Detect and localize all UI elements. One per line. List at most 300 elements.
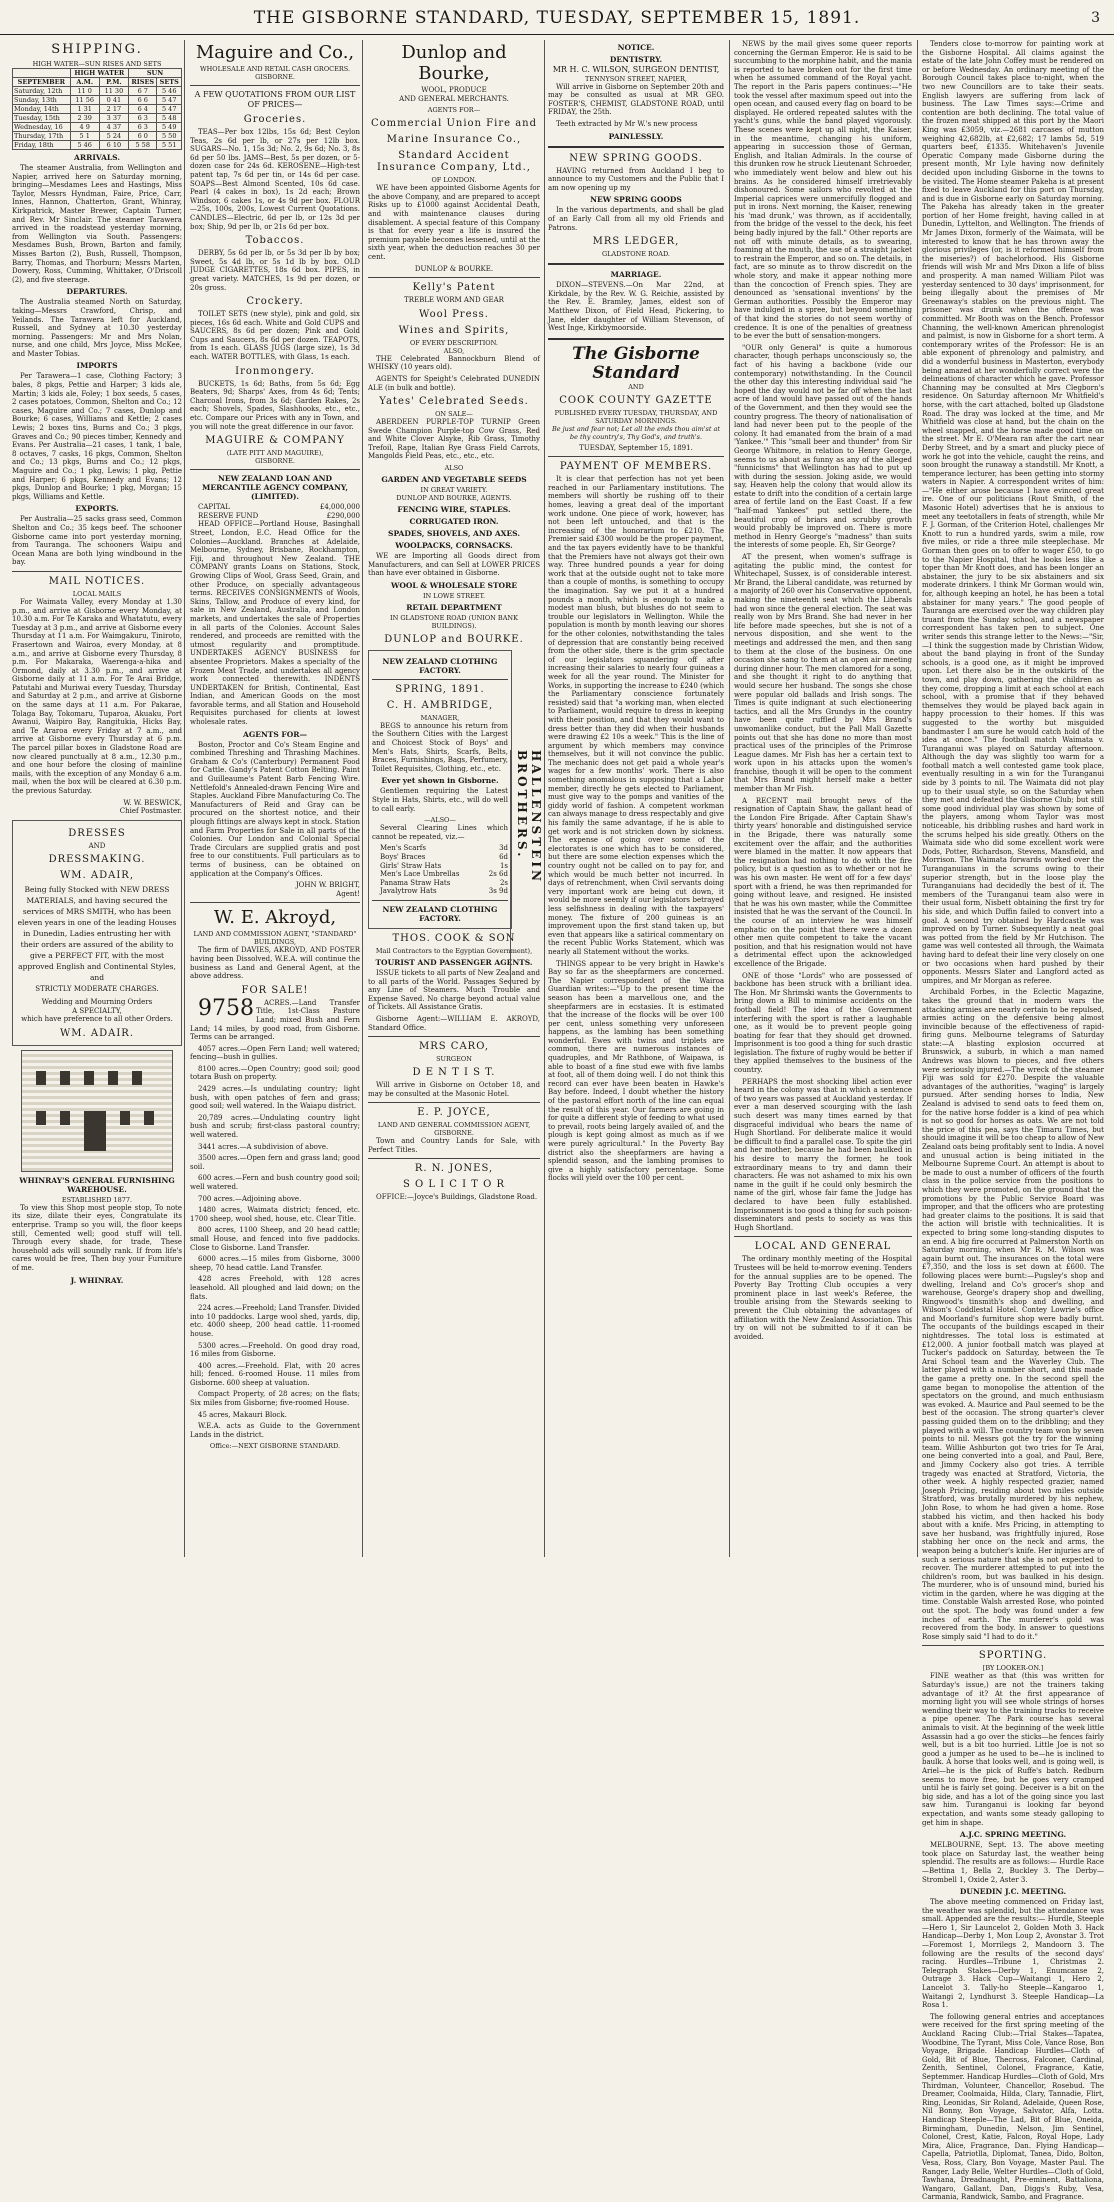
new-spring-goods: NEW SPRING GOODS bbox=[590, 195, 682, 205]
divider bbox=[12, 571, 182, 572]
price-list bbox=[372, 844, 508, 896]
window bbox=[132, 1071, 142, 1085]
seeds-list: ABERDEEN PURPLE-TOP TURNIP Green Swede Champion Purple-top Cow Grass, Red and White Clover Alsyke, Rib Grass, Timothy Trefoil, Rape, Italian Rye Grass Field Carrots, Mangolds Field Peas, etc., etc., etc. bbox=[368, 418, 540, 461]
ajc-heading: A.J.C. SPRING MEETING. bbox=[959, 1830, 1067, 1840]
window bbox=[144, 1111, 154, 1125]
reserve-label: RESERVE FUND bbox=[198, 511, 259, 520]
divider bbox=[548, 456, 724, 457]
exports-text: Per Australia—25 sacks grass seed, Common Shelton and Co.; 35 kegs beef. The schooner Gisborne came into port yesterday morning, from Tauranga. The schooners Waipu and Ocean Mana are both lying windbound in the bay. bbox=[12, 515, 182, 567]
hallenstein-vertical-banner bbox=[510, 750, 543, 990]
tide-row bbox=[13, 105, 182, 114]
gazette-motto: Be just and fear not; Let all the ends thou aim'st at be thy country's, Thy God's, and truth's. bbox=[551, 424, 721, 441]
hallenstein-vertical-text: HALLENSTEIN BROTHERS. bbox=[515, 750, 543, 884]
also-label: ALSO, bbox=[443, 346, 465, 355]
ledger-name: MRS LEDGER, bbox=[592, 236, 680, 248]
tide-group-header: HIGH WATER bbox=[70, 69, 128, 78]
also-label-3: —ALSO— bbox=[424, 816, 456, 825]
payment-heading: PAYMENT OF MEMBERS. bbox=[559, 461, 713, 473]
cook-text: ISSUE tickets to all parts of New Zealand and to all parts of the World. Passages Secured by any Line of Steamers. Much Trouble and Expense Saved. No charge beyond actual value of Tickets. All Assistance Gratis. bbox=[368, 968, 540, 1012]
sale-big-number: 9758 bbox=[198, 995, 254, 1021]
maguire-place: GISBORNE. bbox=[255, 457, 295, 466]
warehouse-illustration bbox=[21, 1050, 173, 1172]
capital-value: £4,000,000 bbox=[319, 503, 360, 512]
dunlop-sub: WOOL, PRODUCE bbox=[421, 86, 487, 94]
local-notes: Tenders close to-morrow for painting work at the Gisborne Hospital. All claims against the estate of the late John Coffey must be rendered on or before Wednesday. An ordinary meeting of the Borough Council takes place to-night, when the two new Councillors are to take their seats. English lawyers are suffering from lack of business. The Law Times says:—Crime and contention are both declining. The total value of the frozen meat shipped at this port by the Maori King was £3059, viz.—2681 carcases of mutton weighing 42,682lb, at £2,682; 17 lambs 5d, 519 quarters beef, £1335. Whitehaven's Juvenile Operatic Company made Gisborne during the present month, Mr Lyle having now definitely decided upon including Gisborne in the towns to be visited. The Home steamer Pakeha is at present fixed to leave Auckland for this port on Thursday, and is due in Gisborne early on Saturday morning. The Pakeha has already taken in the greater portion of her Home freight, having called in at Dunedin, Lyttelton, and Wellington. The friends of Mr James Dixon, formerly of the Waimata, will be interested to know that he has thrown away the glorious privileges (or, is it reformed himself from the miseries?) of bachelorhood. His Gisborne friends will wish Mr and Mrs Dixon a life of bliss and prosperity. A man named William Pilot was yesterday sentenced to 30 days' imprisonment, for being illegally about the premises of Mr Greenaway's stables on the previous night. The prisoner was drunk when the offence was committed. Mr Booth was on the Bench. Professor Channing, the well-known American phrenologist and palmist, is now in Gisborne for a short term. A contemporary writes of the Professor: He is an able exponent of phrenology and palmistry, and did a wonderful business in Masterton, everybody being amazed at her wonderfully correct were the delineations of character which he gave. Professor Channing may be consulted at Mrs Clegborn's residence. On Saturday afternoon Mr Whitfield's horse, with the cart attached, bolted up Gladstone Road. The dray was locked at the time, and Mr Whitfield was close at hand, but the chain on the wheel snapped, and the horse made good time on the street. Mr E. O'Meara ran after the cart near Derby Street, and by a smart and plucky piece of work he got into the vehicle, caught the reins, and soon brought the runaway a standstill. Mr Knott, a temperance lecturer, has been getting into stormy waters in Napier. A correspondent writes of him:—"He either arose because I have evinced great ire. One of our politicians (Rout Smith, of the Masonic Hotel) advertises that he is anxious to meet any teetotallers in feats of strength, while Mr F. J. Gorman, of the Criterion Hotel, challenges Mr Knott to run a hundred yards, swim a mile, row five miles, or ride a three mile steeplechase. Mr Gorman then goes on to offer to wager £50, to go to the Napier Hospital, that he looks less like a toper than Mr Knott does, and has been longer an abstainer, the jury to be six abstainers and six moderate drinkers. I think Mr Gorman would win, for, although keeping an hotel, he has been a total abstainer for many years." The good people of Tauranga are exercised over the way children play truant from the Sunday school, and a newspaper correspondent has taken pen to subject. One writer sends this strange letter to the News:—"Sir,—I think the suggestion made by Christian Widow, about the band playing in front of the Sunday schools, is a good one, as it might be improved upon. Let there also be in the outskirts of the town, and play down, gathering the children as they come, dropping a limit at each school at each school, with a promise that if they behaved themselves they would be played back again in happy procession to their homes. If this was suggested to the worthy but misguided bandmaster I am sure he would catch hold of the idea at once." The football match Waimata v. Turanganui was played on Saturday afternoon. Although the day was slightly too warm for a football match a well contested game took place, eventually resulting in a win for the Turanganui side by 3 points to nil. The Waimata did not play up to their usual style, so on the Saturday when they met and defeated the Gisborne Club; but still some good individual play was shown by some of the players, among whom Taylor was most noticeable, his dribbling rushes and hard work in the scrums helped his side greatly. Others on the Waimata side who did some excellent work were Dods, Potter, Richardson, Stevens, Mansfield, and Morrison. The Waimata forwards worked over the Turanganuians in the scrums owing to their superior strength, but in the loose play the Turanganuians had decidedly the best of it. The members of the Turanganui team also were in their usual form, Nisbett obtaining the first try for his side, and which Duffin failed to convert into a goal. A second try obtained by Hardcastle was improved on by Turner. Subsequently a neat goal was potted from the field by Mr Hutchison. The game was well contested all through, the Waimata having hard to defeat their line very closely on one or two occasions when hard pushed by their opponents. Messrs Slater and Langford acted as umpires, and Mr Morgan as referee. bbox=[922, 40, 1104, 985]
price-value: 2s 6d bbox=[488, 870, 508, 879]
tide-cell: 5 58 bbox=[129, 141, 157, 150]
divider bbox=[190, 902, 360, 903]
wines-spirits: Wines and Spirits, bbox=[398, 324, 510, 336]
nz-loan-text: HEAD OFFICE—Portland House, Basinghall Street, London, E.C. Head Office for the Colonies—Auckland. Branches at Adelaide, Melbourne, Sydney, Brisbane, Rockhampton, Fiji, and throughout New Zealand. THE COMPANY grants Loans on Stations, Stock, Growing Clips of Wool, Grass Seed, Grain, and other Produce, on specially advantageous terms. RECEIVES CONSIGNMENTS of Wools, Skins, Tallow, and Produce of every kind, for sale in New Zealand, Australia, and London markets, and undertakes the sale of Properties in all parts of the Colonies. Account Sales rendered, and proceeds are remitted with the utmost regularity and promptitude. UNDERTAKES AGENCY BUSINESS for absentee Proprietors. Makes a specialty of the Frozen Meat Trade, and undertakes all agency work connected therewith. INDENTS UNDERTAKEN for British, Continental, East Indian, and American Goods on the most favorable terms, and all Station and Household Requisites purchased for clients at lowest wholesale rates. bbox=[190, 520, 360, 727]
retail-department: RETAIL DEPARTMENT bbox=[406, 602, 502, 612]
sale-item: Compact Property, of 28 acres; on the flats; Six miles from Gisborne; five-roomed House. bbox=[190, 1390, 360, 1408]
page-number: 3 bbox=[1091, 10, 1100, 26]
departures-text: The Australia steamed North on Saturday, taking—Messrs Crawford, Chrisp, and Yeilands. The Tarawera left for Auckland, Russell, and Sydney at 10.30 yesterday morning. Passengers: Mr and Mrs Nolan, nurse, and one child, Mrs Joyce, Miss McKee, and Master Tobias. bbox=[12, 298, 182, 358]
sale-item: 8100 acres.—Open Country; good soil; good totara Bush on property. bbox=[190, 1064, 360, 1082]
sale-item: 3500 acres.—Open fern and grass land; good soil. bbox=[190, 1154, 360, 1171]
tide-cell: 5 46 bbox=[70, 141, 99, 150]
tide-cell: 5 24 bbox=[99, 132, 128, 141]
divider bbox=[368, 1036, 540, 1037]
sale-item: 224 acres.—Freehold; Land Transfer. Divided into 10 paddocks. Large wool shed, yards, dip, etc. 4000 sheep, 200 head cattle. 11-roomed house. bbox=[190, 1304, 360, 1338]
jones-title: R. N. JONES, bbox=[414, 1163, 494, 1175]
divider bbox=[190, 469, 360, 470]
wilson-name: MR H. C. WILSON, SURGEON DENTIST, bbox=[552, 65, 720, 74]
divider bbox=[922, 1645, 1104, 1646]
ambridge-name: C. H. AMBRIDGE, bbox=[386, 699, 494, 711]
ambridge-text: BEGS to announce his return from the Southern Cities with the Largest and Choicest Stock of Boys' and Men's Hats, Shirts, Scarfs, Belts, Braces, Furnishings, Bags, Perfumery, Toilet Requisites, Clothing, etc., etc. bbox=[372, 721, 508, 773]
akroyd-sub: LAND AND COMMISSION AGENT, "STANDARD" BUILDINGS, bbox=[193, 930, 357, 947]
imports-text: Per Tarawera—1 case, Clothing Factory; 3 bales, 8 pkgs, Pettie and Harper; 3 kids ale, Martin; 3 kids ale, Foley; 1 box seeds, 5 cases, 2 cases potatoes, Common, Shelton and Co.; 12 cases, Maguire and Co.; 7 cases, Dunlop and Bourke; 6 cases, Williams and Kettle; 2 cases Lewis; 2 boxes tins, Burns and Co.; 3 pkgs, Graves and Co.; 90 pieces timber, Kennedy and Evans. Per Australia—21 cases, 1 tank, 1 bale, 8 octaves, 7 casks, 16 pkgs, Common, Shelton and Co.; 13 pkgs, Burns and Co.; 12 pkgs, Maguire and Co.; 1 pkg, Lewis; 1 pkg, Pettie and Harper; 6 pkgs, Kennedy and Evans; 12 pkgs, Dunlop and Bourke; 1 pkg, Morgan; 15 pkgs, Williams and Kettle. bbox=[12, 372, 182, 501]
price-item: Boys' Braces bbox=[380, 852, 426, 861]
tide-cell: Tuesday, 15th bbox=[13, 114, 71, 123]
mail-signature-role: Chief Postmaster. bbox=[119, 807, 182, 816]
exports-heading: EXPORTS. bbox=[75, 504, 119, 514]
nz-loan-heading: NEW ZEALAND LOAN AND MERCANTILE AGENCY COMPANY, (LIMITED). bbox=[202, 474, 348, 502]
column-rule bbox=[917, 40, 918, 1557]
ledger-place: GLADSTONE ROAD. bbox=[602, 250, 670, 259]
ledger-text-2: In the various departments, and shall be glad of an Early Call from all my old Friends and Patrons. bbox=[548, 206, 724, 232]
joyce-title: E. P. JOYCE, bbox=[417, 1107, 491, 1119]
tide-cell: Saturday, 12th bbox=[13, 87, 71, 96]
price-row bbox=[372, 862, 508, 871]
sale-item: 20,789 acres.—Undulating country light bush and scrub; first-class pastoral country; well watered. bbox=[190, 1113, 360, 1140]
joyce-sub: LAND AND GENERAL COMMISSION AGENT, bbox=[377, 1121, 531, 1130]
sale-text: ACRES.—Land Transfer Title, 1st-Class Pasture Land; mixed Bush and Fern Land; 14 miles, by good road, from Gisborne. Terms can be arranged. bbox=[190, 998, 360, 1042]
mail-subheading: LOCAL MAILS bbox=[72, 589, 122, 598]
tide-cell: 4 9 bbox=[70, 123, 99, 132]
gazette-published: PUBLISHED EVERY TUESDAY, THURSDAY, AND SATURDAY MORNINGS. bbox=[554, 408, 718, 425]
maguire-title: Maguire and Co., bbox=[195, 42, 355, 63]
joyce-place: GISBORNE. bbox=[434, 1129, 474, 1138]
cook-sub: Mail Contractors to the Egyptian Government), bbox=[375, 946, 533, 955]
column-4 bbox=[548, 40, 724, 1557]
wool-press: Wool Press. bbox=[419, 308, 489, 320]
tide-cell: 5 46 bbox=[157, 87, 182, 96]
column-6 bbox=[922, 40, 1105, 2202]
adair-preference: which have preference to all other Orders. bbox=[21, 1015, 173, 1024]
wilson-text: Will arrive in Gisborne on September 20th and may be consulted as usual at MR GEO. FOSTER'S, CHEMIST, GLADSTONE ROAD, until FRIDAY, the 25th. bbox=[548, 82, 724, 117]
libel-text: PERHAPS the most shocking libel action ever heard in the colony was that in which a sentence of two years was passed at Auckland yesterday. If ever a man deserved scourging with the lash such desert was many times earned by that disgraceful individual who bears the name of Hugh Shortland. For deliberate malice it would be difficult to find a parallel case. To spite the girl and her mother, because he had been baulked in his desire to marry the former, he took extraordinary means to try and damn their characters. He was not ashamed to mix his own name in the guilt if he could only besmirch the name of the girl, whose fair fame the Judge has declared to have been fully established. Imprisonment is too good a thing for such poison-disseminators and pests to society as was this Hugh Shortland. bbox=[734, 1077, 912, 1232]
sale-item: 45 acres, Makauri Block. bbox=[198, 1410, 287, 1419]
tide-cell: 2 39 bbox=[70, 114, 99, 123]
marine-insurance: Marine Insurance Co., bbox=[386, 134, 522, 146]
crockery-heading: Crockery. bbox=[246, 296, 304, 308]
tide-header: A.M. bbox=[70, 78, 99, 87]
price-item: Javalytrow Hats bbox=[380, 887, 437, 896]
painlessly: PAINLESSLY. bbox=[608, 131, 664, 141]
lowe-street: IN LOWE STREET. bbox=[422, 591, 486, 600]
maguire-sub-place: GISBORNE. bbox=[255, 73, 295, 81]
notice-heading: NOTICE. bbox=[617, 43, 655, 52]
tide-cell: 11 30 bbox=[99, 87, 128, 96]
tide-cell: 6 0 bbox=[129, 132, 157, 141]
wool-store: WOOL & WHOLESALE STORE bbox=[390, 580, 518, 590]
spring-1891: SPRING, 1891. bbox=[395, 683, 485, 695]
garden-seeds: GARDEN AND VEGETABLE SEEDS bbox=[381, 475, 527, 485]
divider bbox=[372, 679, 508, 680]
ambridge-manager: MANAGER, bbox=[420, 713, 460, 722]
spring-goods-heading: NEW SPRING GOODS. bbox=[569, 152, 703, 164]
door bbox=[84, 1111, 106, 1151]
mail-text: For Waimata Valley, every Monday at 1.30 p.m., and arrive at Gisborne every Monday, at 10.30 a.m. For Te Karaka and Whatatutu, every Tuesday at 3 p.m., and arrive at Gisborne every Thursday at 11 a.m. For Waimgakuru, Tiniroto, Frasertown and Wairoa, every Monday, at 8 a.m., and arrive at Gisborne every Thursday, 8 p.m. For Makaraka, Waerenga-a-hika and Ormond, daily at 3.30 p.m., and arrive at Gisborne daily at 11 a.m. For Te Arai Bridge, Patutahi and Muriwai every Tuesday, Thursday and Saturday at 2 p.m., and arrive at Gisborne on the same days at 11 a.m. For Pakarae, Tolaga Bay, Tokomaru, Tuparoa, Akuaku, Port Awanui, Waipiro Bay, Rangitukia, Hicks Bay, and Te Araroa every Friday at 7 a.m., and arrive at Gisborne every Thursday at 6 p.m. The parcel pillar boxes in Gladstone Road are now cleared punctually at 8 a.m., 12.30 p.m., and one hour before the closing of mainline mails, with the exception of any Monday 6 a.m. mail, when the box will be cleared at 6.30 p.m. the previous Saturday. bbox=[12, 597, 182, 795]
crockery-text: TOILET SETS (new style), pink and gold, six pieces, 16s 6d each. White and Gold CUPS and SAUCERS, 8s 6d per dozen; Pink and Gold Cups and Saucers, 8s 6d per dozen. TEAPOTS, from 1s each. GLASS JUGS (large size), 1s 3d each. WATER BOTTLES, with Glass, 1s each. bbox=[190, 310, 360, 362]
maguire-sub: WHOLESALE AND RETAIL CASH GROCERS. bbox=[199, 65, 351, 73]
tide-cell: Sunday, 13th bbox=[13, 96, 71, 105]
tide-header: RISES bbox=[129, 78, 157, 87]
dunlop-agents-2: DUNLOP AND BOURKE, AGENTS. bbox=[396, 494, 512, 503]
corrugated-iron: CORRUGATED IRON. bbox=[409, 517, 499, 527]
tide-cell: Monday, 14th bbox=[13, 105, 71, 114]
general-text: "OUR only General" is quite a humorous character, though perhaps unconsciously so, the fact of his having a backbone (vide our contemporary) notwithstanding. In the Council the other day this interesting individual said "he hoped the day would not be far off when the last acre of land would have passed out of the hands of the Government, and then they would see the country progress. The theory of nationalisation of land had never been put to the people of the colony. It had emanated from the brain of a mad 'Yankee.'" This "small beer and thunder" from Sir George Whitmore, in relation to Henry George, seems to us about as funny as any of the alleged "funnicisms" that Wellington has had to put up with during the session. Joking aside, we would say, Heaven help the colony that would allow its estate to drift into the condition of a certain large area of fertile land on the East Coast. If a few "half-mad Yankees" put settled there, the beautiful crop of briars and scrubby growth would probably be improved on. There is more method in Henry George's "madness" than suits the interests of some people. Eh, Sir George? bbox=[734, 343, 912, 550]
akroyd-office: Office:—NEXT GISBORNE STANDARD. bbox=[209, 1442, 341, 1451]
woolpacks: WOOLPACKS, CORNSACKS. bbox=[395, 541, 513, 551]
adair-signature: WM. ADAIR. bbox=[60, 1027, 134, 1039]
clearing-text: Several Clearing Lines which cannot be repeated, viz.— bbox=[372, 824, 508, 841]
sale-item: 2429 acres.—Is undulating country; light bush, with open patches of fern and grass; good soil; well watered. In the Waiapu district. bbox=[190, 1085, 360, 1111]
whinray-signature: J. WHINRAY. bbox=[70, 1275, 124, 1285]
dunlop-sub-2: AND GENERAL MERCHANTS. bbox=[399, 94, 509, 103]
tide-row bbox=[13, 132, 182, 141]
adair-wedding: Wedding and Mourning Orders bbox=[41, 997, 153, 1006]
price-row bbox=[372, 870, 508, 879]
nz-clothing-factory-2: NEW ZEALAND CLOTHING FACTORY. bbox=[382, 904, 498, 923]
adair-text: Being fully Stocked with NEW DRESS MATERIALS, and having secured the services of MRS SMITH, who has been eleven years in one of the leading Houses in Dunedin, Ladies entrusting her with their orders are assured of the ability to give a PERFECT FIT, with the most approved English and Continental Styles, and bbox=[17, 885, 177, 983]
for-sale-heading: FOR SALE! bbox=[241, 984, 309, 996]
arrivals-heading: ARRIVALS. bbox=[74, 153, 120, 162]
gazette-subtitle: COOK COUNTY GAZETTE bbox=[559, 394, 713, 406]
treble-worm: TREBLE WORM AND GEAR bbox=[404, 296, 504, 305]
divider bbox=[548, 338, 724, 340]
sale-item: 4057 acres.—Open Fern Land; well watered; fencing—bush in gullies. bbox=[190, 1044, 360, 1062]
cook-agent: Gisborne Agent:—WILLIAM E. AKROYD, Standard Office. bbox=[368, 1014, 540, 1032]
divider bbox=[368, 277, 540, 278]
whinray-text: To view this Shop most people stop, To note its size, dilate their eyes, Congratulate its enterprise. Tramp so you will, the floor keeps still, Cemented well; good stuff will tell. Through every shade, for trade, These household ads will soundly rank. If from life's cares would be free, Then buy your Furniture of me. bbox=[12, 1203, 182, 1272]
tide-cell: 6 4 bbox=[129, 105, 157, 114]
column-5 bbox=[734, 40, 912, 1557]
divider bbox=[190, 85, 360, 86]
imports-heading: IMPORTS bbox=[76, 361, 118, 371]
nz-signature: JOHN W. BRIGHT, bbox=[295, 881, 360, 890]
yates-seeds: Yates' Celebrated Seeds. bbox=[379, 396, 529, 408]
ironmongery-text: BUCKETS, 1s 6d; Baths, from 5s 6d; Egg Beaters, 9d; Sharps' Axes, from 4s 6d; Tents; Charcoal Irons, from 3s 6d; Garden Rakes, 2s each; Shovels, Spades, Slashhooks, etc., etc., etc. Compare our Prices with any in Town, and you will note the great difference in our favor. bbox=[190, 379, 360, 431]
tide-header-blank bbox=[13, 69, 71, 78]
price-item: Panama Straw Hats bbox=[380, 878, 451, 887]
kellys-patent: Kelly's Patent bbox=[412, 282, 496, 294]
gazette-date: TUESDAY, September 15, 1891. bbox=[579, 443, 693, 452]
sporting-heading: SPORTING. bbox=[978, 1650, 1048, 1662]
on-sale: ON SALE— bbox=[435, 410, 473, 419]
column-rule bbox=[362, 40, 363, 1557]
tide-cell: 5 50 bbox=[157, 132, 182, 141]
capital-row bbox=[190, 503, 360, 512]
price-value: 3s 9d bbox=[488, 887, 508, 896]
tide-cell: 6 10 bbox=[99, 141, 128, 150]
teeth-text: Teeth extracted by Mr W.'s new process bbox=[556, 119, 698, 128]
local-text: The ordinary monthly meeting of the Hospital Trustees will be held to-morrow evening. Tenders for the annual supplies are to be opened. The Poverty Bay Trotting Club occupies a very prominent place in last week's Referee, the trouble arising from the Stewards seeking to prevent the Club obtaining the advantages of affiliation with the New Zealand Association. This try on will not be submitted to if it can be avoided. bbox=[734, 1255, 912, 1341]
wilson-address: TENNYSON STREET, NAPIER, bbox=[585, 74, 687, 83]
window bbox=[84, 1071, 94, 1085]
tide-cell: 5 47 bbox=[157, 96, 182, 105]
divider bbox=[368, 1102, 540, 1103]
sale-item: 428 acres Freehold, with 128 acres leasehold. All ploughed and laid down; on the flats. bbox=[190, 1275, 360, 1301]
caro-dentist: D E N T I S T. bbox=[412, 1067, 496, 1079]
whinray-established: ESTABLISHED 1877. bbox=[61, 1195, 133, 1204]
tide-cell: 3 37 bbox=[99, 114, 128, 123]
groceries-heading: Groceries. bbox=[243, 114, 307, 125]
tide-cell: 5 49 bbox=[157, 123, 182, 132]
tide-cell: 5 47 bbox=[157, 105, 182, 114]
tide-cell: 0 41 bbox=[99, 96, 128, 105]
price-row bbox=[372, 853, 508, 862]
tide-row bbox=[13, 114, 182, 123]
cook-title: THOS. COOK & SON bbox=[392, 932, 516, 944]
tide-cell: 6 3 bbox=[129, 114, 157, 123]
standard-accident: Standard Accident Insurance Company, Ltd., bbox=[377, 150, 531, 174]
gladstone-road: IN GLADSTONE ROAD (UNION BANK BUILDINGS). bbox=[390, 613, 518, 630]
dunlop-title: Dunlop and Bourke, bbox=[401, 42, 507, 84]
every-description: OF EVERY DESCRIPTION. bbox=[410, 338, 498, 347]
price-value: 6d bbox=[499, 852, 508, 861]
marriage-text: DIXON—STEVENS.—On Mar 22nd, at Kirkdale, by the Rev. W. G. Reichie, assisted by the Rev. E. Bramley, James, eldest son of Matthew Dixon, of Field Head, Pickering, to Jane, elder daughter of William Stevenson, of West Inge, Kirkbymoorside. bbox=[548, 281, 724, 333]
column-2 bbox=[190, 40, 360, 1557]
jones-office: OFFICE:—Joyce's Buildings, Gladstone Road. bbox=[376, 1193, 538, 1202]
ironmongery-heading: Ironmongery. bbox=[235, 365, 315, 377]
maguire-signature: MAGUIRE & COMPANY bbox=[205, 435, 345, 447]
tide-heading: HIGH WATER—SUN RISES AND SETS bbox=[32, 60, 162, 68]
tide-header: P.M. bbox=[99, 78, 128, 87]
sale-item: 800 acres, 1100 Sheep, and 20 head cattle; small House, and fenced into five paddocks. Close to Gisborne. Land Transfer. bbox=[190, 1226, 360, 1252]
djc-text: The above meeting commenced on Friday last, the weather was splendid, but the attendance was small. Appended are the results:— Hurdle, Steeple—Hero 1, Sir Launcelot 2, Golden Moth 3. Hack Handicap—Derby 1, Mon Loup 2, Avonstar 3. Trot—Foremost 1, Morrilegs 2, Mandoorn 3. The following are the results of the second days' racing. Hurdles—Tribune 1, Christmas 2. Telegraph Stakes—Derby 1, Enumcanse 2, Outrage 3. Hack Cup—Waitangi 1, Hero 2, Lancelot 3. Tally-ho Steeple—Kangaroo 1, Waitangi 2, Lyndhurst 3. Steeple Handicap—La Rosa 1. bbox=[922, 1898, 1104, 2010]
divider bbox=[548, 146, 724, 148]
sale-item: 1480 acres, Waimata district; fenced, etc. 1700 sheep, wool shed, house, etc. Clear Title. bbox=[190, 1206, 360, 1223]
dunlop-signature-2: DUNLOP and BOURKE. bbox=[384, 633, 524, 645]
reserve-row bbox=[190, 512, 360, 521]
ale-text: AGENTS for Speight's Celebrated DUNEDIN ALE (in bulk and bottle). bbox=[368, 374, 540, 392]
marriage-heading: MARRIAGE. bbox=[610, 270, 662, 280]
tide-header: SETS bbox=[157, 78, 182, 87]
tide-cell: 5 51 bbox=[157, 141, 182, 150]
column-rule bbox=[729, 40, 730, 1557]
dentistry-heading: DENTISTRY. bbox=[609, 55, 663, 64]
tide-cell: 5 1 bbox=[70, 132, 99, 141]
great-variety: IN GREAT VARIETY. bbox=[420, 486, 488, 495]
hallenstein-ad bbox=[368, 650, 512, 929]
kaiser-text: NEWS by the mail gives some queer reports concerning the German Emperor. He is said to be succumbing to the morphine habit, and the mania is reported to have broken out for the first time when he assumed command of the Royal yacht. The report in the Paris papers continues:—"He took the vessel after maximum speed out into the open ocean, and caused every flag on board to be displayed. He ordered repeated salutes with the yacht's guns, while the band played vigorously. These scenes were kept up all night, the Kaiser, in the meantime, changing his uniform, appearing in succession those of German, English, and Italian Admirals. In the course of this drunken row he struck Lieutenant Schroeder, who immediately went below and blew out his brains. As he considered himself irretrievably dishonoured. Some sailors who revolted at the Imperial caprices were unmercifully flogged and put in irons. Next morning, the Kaiser, renewing his 'mad drunk,' was thrown, as if accidentally, from the bridge of the vessel to the deck, his feet being badly injured by the fall." Other reports are not off with minute details, as to swearing, foaming at the mouth, the use of a straight jacket to restrain the Emperor, and so on. The details, in fact, are so minute as to throw discredit on the whole story, and make it appear nothing more than the concoction of French spies. They are denounced as 'sensational inventions' by the German authorities. Possibly the Emperor may have indulged in a spree, but beyond something of that kind the stories do not seem worthy of credence. It is one of the penalties of greatness to be ever the butt of sensation-mongers. bbox=[734, 40, 912, 341]
things-text: THINGS appear to be very bright in Hawke's Bay so far as the sheepfarmers are concerned. The Napier correspondent of the Wairoa Guardian writes:—"Up to the present time the season has been a marvellous one, and the sheepfarmers are in ecstasies. It is estimated that the increase of the flocks will be over 100 per cent, unless something very unforeseen happens, as the lambing has been something wonderful. Ewes with twins and triplets are common, there are numerous instances of quadruples, and Mr Rathbone, of Waipawa, is able to boast of a fine stud ewe with five lambs at foot, all of them doing well. I do not think this record can ever have been beaten in Hawke's Bay before. Indeed, I doubt whether the history of the pastoral effort north of the line can equal the result of this year. Our farmers are going in for quite a different style of feeding to what used to prevail, roots being largely availed of, and the plough is kept going almost as much as if we were purely agricultural." In the Poverty Bay district also the sheepfarmers are having a splendid season, and the lambing promises to give a highly satisfactory percentage. Some flocks will yield over the 100 per cent. bbox=[548, 959, 724, 1183]
price-value: 3d bbox=[499, 844, 508, 853]
football-bill-text: ONE of those "Lords" who are possessed of backbone has been struck with a brilliant idea. The Hon. Mr Shrimski wants the Governments to bring down a Bill to minimise accidents on the football field! The idea of the Government interfering with the sport is rather a laughable one, as it would be to prevent people going boating for fear that they should get drowned. Imprisonment is too good a thing for such drastic legislation. The fixture of rugby would be better if they applied themselves to the business of the country. bbox=[734, 971, 912, 1075]
tide-row bbox=[13, 123, 182, 132]
shaw-text: A RECENT mail brought news of the resignation of Captain Shaw, the gallant head of the London Fire Brigade. After Captain Shaw's thirty years' honorable and distinguished service in the Brigade, there was naturally some excitement over the affair, and the authorities were blamed in the matter. It now appears that the resignation had nothing to do with the fire policy, but is a question as to whether or not he was his own master. He went off for a few days' sport with a friend, he was then reprimanded for going without leave, and resigned. He insisted that he was his own master, while the Committee insisted that he was the servant of the Council. In the course of an interview he was himself emphatic on the point that there were a dozen other men quite competent to take the vacant position, and that his resignation would not have a detrimental effect upon the acknowledged excellence of the Brigade. bbox=[734, 796, 912, 968]
joyce-text: Town and Country Lands for Sale, with Perfect Titles. bbox=[368, 1137, 540, 1154]
reserve-value: £290,000 bbox=[326, 511, 360, 520]
tide-cell: 2 17 bbox=[99, 105, 128, 114]
arrivals-text: The steamer Australia, from Wellington and Napier, arrived here on Saturday morning, bringing—Mesdames Lees and Hastings, Miss Taylor, Messrs Hyndman, Faire, Price, Carr, Innes, Hannon, Chatterton, Grant, Whinray, Kirkpatrick, Master Brewer, Captain Turner, and Rev. Mr Sinclair. The steamer Tarawera arrived in the roadstead yesterday morning, from Wellington via South. Passengers: Mesdames Bush, Brown, Barton and family, Misses Barton (2), Bush, Russell, Thompson, Barry, Thomas, and Thorburn; Messrs Marten, Dowery, Ross, Cumming, Whittaker, O'Driscoll (2), and five steerage. bbox=[12, 164, 182, 284]
dressmaking-heading: DRESSMAKING. bbox=[48, 854, 146, 866]
dunlop-signature: DUNLOP & BOURKE. bbox=[414, 264, 494, 273]
column-rule bbox=[184, 40, 185, 1557]
window bbox=[36, 1111, 46, 1125]
divider bbox=[368, 1158, 540, 1159]
tide-row bbox=[13, 96, 182, 105]
adair-name: WM. ADAIR, bbox=[60, 870, 134, 882]
ajc-text: MELBOURNE, Sept. 13. The above meeting took place on Saturday last, the weather being splendid. The results are as follows:— Hurdle Race—Bettina 1, Bella 2, Buckley 3. The Derby—Strombell 1, Oxide 2, Aster 3. bbox=[922, 1841, 1104, 1884]
agents-text: Boston, Proctor and Co's Steam Engine and combined Threshing and Thrashing Machines. Graham & Co's (Canterbury) Permanent Food for Cattle. Gandy's Patent Cotton Belting. Paint and Guilleaume's Patent Barb Fencing Wire. Nettlefold's Annealed-drawn Fencing Wire and Staples. Auckland Fibre Manufacturing Co. The Manufacturers of Reid and Gray can be procured on the shortest notice, and their plough fittings are always kept in stock. Station and Farm Properties for Sale in all parts of the Colonies. Our London and Colonial Special Trade Circulars are supplied gratis and post free to our constituents. Full particulars as to terms of business, can be obtained on application at the Company's Offices. bbox=[190, 740, 360, 878]
price-item: Men's Scarfs bbox=[380, 844, 426, 853]
mail-signature: W. W. BESWICK, bbox=[123, 798, 182, 807]
djc-heading: DUNEDIN J.C. MEETING. bbox=[959, 1887, 1067, 1897]
nz-clothing-factory: NEW ZEALAND CLOTHING FACTORY. bbox=[382, 656, 498, 675]
gentlemen-text: Gentlemen requiring the Latest Style in Hats, Shirts, etc., will do well to call early. bbox=[372, 787, 508, 813]
suffrage-text: AT the present, when women's suffrage is agitating the public mind, the contest for Whitechapel, Sussex, is of considerable interest. Mr Brand, the Liberal candidate, was returned by a majority of 260 over his Conservative opponent, making the nineteenth seat which the Liberals had won since the general election. The seat was really won by Mrs Brand. She had never in her life before made speeches, but she is not of a nervous disposition, and she went to the meetings and addressed the men, and then sang to them at the close of the business. On one occasion she sang to them at an open air meeting during dinner hour. The men clamored for a song, and she thought it right to do anything that would secure her husband. The songs she chose were popular old ballads and Irish songs. The Times is quite indignant at such electioneering tactics, and all the Mrs Grundys in the country have been quite ruffled by Mrs Brand's unwomanlike conduct, but the Pall Mall Gazette points out that she has done no more than most practical uses of the principles of the Primrose League dames. Mr Fish has her a certain text to work upon in his attacks upon the women's franchise, though it will be open to the comment that Mrs Brand might herself make a better member than Mr Fish. bbox=[734, 553, 912, 794]
also-label-2: ALSO bbox=[444, 464, 464, 473]
dress-heading: DRESSES bbox=[68, 827, 126, 839]
tide-header: SEPTEMBER bbox=[13, 78, 71, 87]
akroyd-footer: W.E.A. acts as Guide to the Government Lands in the district. bbox=[190, 1422, 360, 1439]
tide-cell: Wednesday, 16 bbox=[13, 123, 71, 132]
caro-title: MRS CARO, bbox=[419, 1041, 489, 1053]
price-row bbox=[372, 887, 508, 896]
adair-specialty: A SPECIALTY, bbox=[72, 1006, 122, 1015]
column-1 bbox=[12, 40, 182, 1557]
whinray-heading: WHINRAY'S GENERAL FURNISHING WAREHOUSE. bbox=[19, 1175, 175, 1194]
jones-solicitor: S O L I C I T O R bbox=[402, 1179, 506, 1191]
tide-cell: 11 0 bbox=[70, 87, 99, 96]
insurance-text: WE have been appointed Gisborne Agents for the above Company, and are prepared to accept Risks up to £1000 against Accidental Death, and with maintenance clauses during disablement. A special feature of this Company is that for every year a life is insured the premium payable becomes lessened, until at the sixth year, when the deduction reaches 30 per cent. bbox=[368, 184, 540, 261]
window bbox=[36, 1071, 46, 1085]
tide-cell: Friday, 18th bbox=[13, 141, 71, 150]
agents-heading: AGENTS FOR— bbox=[243, 729, 307, 739]
price-row bbox=[372, 879, 508, 888]
ledger-text: HAVING returned from Auckland I beg to announce to my Customers and the Public that I am now opening up my bbox=[548, 166, 724, 192]
adair-strict: STRICTLY MODERATE CHARGES. bbox=[35, 985, 159, 994]
tobaccos-heading: Tobaccos. bbox=[245, 235, 305, 247]
tide-cell: 11 56 bbox=[70, 96, 99, 105]
window bbox=[60, 1071, 70, 1085]
tide-table bbox=[12, 68, 182, 150]
tide-group-header: SUN bbox=[129, 69, 182, 78]
whisky-text: THE Celebrated Bannockburn Blend of WHISKY (10 years old). bbox=[368, 354, 540, 372]
tide-row bbox=[13, 141, 182, 150]
divider bbox=[372, 900, 508, 901]
spades-shovels: SPADES, SHOVELS, AND AXES. bbox=[388, 529, 520, 539]
tide-cell: 6 6 bbox=[129, 96, 157, 105]
window bbox=[108, 1071, 118, 1085]
sporting-text: FINE weather as that (this was written for Saturday's issue,) are not the trainers taking advantage of it? At the first appearance of morning light you will see whole strings of horses wending their way to the training tracks to receive a pipe opener. The Park course has several animals to visit. At the beginning of the week little Assassin had a go over the sticks—he fences fairly well, but is a bit too hurried. Little Joe is not so good a jumper as he used to be—he is inclined to baulk. A horse that looks well, and is going well, is Ariel—he is the pick of Ruffe's batch. Redburn seems to move free, but he goes very cramped until he is fairly set going. Deceiver is a bit on the big side, and has a lot of the going since you last saw him. Turanganui is looking far beyond expectation, and wants some steady galloping to get him in shape. bbox=[922, 1672, 1104, 1827]
sale-item: 5300 acres.—Freehold. On good dray road, 16 miles from Gisborne. bbox=[190, 1341, 360, 1359]
price-value: 2s bbox=[499, 878, 508, 887]
caro-text: Will arrive in Gisborne on October 18, and may be consulted at the Masonic Hotel. bbox=[368, 1081, 540, 1098]
tide-cell: 1 31 bbox=[70, 105, 99, 114]
tide-cell: 4 37 bbox=[99, 123, 128, 132]
telegrams-text: Archibald Forbes, in the Eclectic Magazine, takes the ground that in modern wars the attacking armies are nearly certain to be repulsed, armies acting on the defensive being almost invincible because of the effectiveness of rapid-firing guns. Melbourne telegrams of Saturday state:—A blasting explosion occurred at Brunswick, a suburb, in which a man named Andrews was blown to pieces, and five others were seriously injured.—The wreck of the steamer Fiji was sold for £270. Despite the valuable advantages of the authorities, "waging" is largely pursued. After sending horses to India, New Zealand is advised to send oats to feed them on, for the native horse fodder is a kind of pea which is not so good for horses as oats. We are not told the price of this pea, says the Timaru Times, but should imagine it will be too cheap to allow of New Zealand oats being profitably sent to India. A novel and unusual action is being initiated in the Melbourne Supreme Court. An attempt is about to be made to oust a number of officers of the fourth class in the police service from the positions to which they were promoted, on the ground that the promotions by the Public Service Board was improper, and that the officers who are protesting had greater claims to the positions. It is said that the action will bristle with technicalities. It is expected to bring some long-standing disputes to an end. A big fire occurred at Palmerston North on Saturday morning, when Mr R. M. Wilson was again burnt out. The insurances on the total were £7,350, and the loss is set down at £600. The following places were burnt:—Pugsley's shop and dwelling, Ireland and Co's grocer's shop and warehouse, George's drapery shop and dwelling, Ringwood's tinsmith's shop and dwelling, and Wilson's Coddlestal Hotel. Contey Lowrie's office and Moorland's furniture shop were badly burnt. The occupants of the buildings escaped in their nightdresses. The total loss is estimated at £12,000. A junior football match was played at Tucker's paddock on Saturday, between the Te Arai School team and the Waverley Club. The latter played with a number short, and this made the game a pretty one. In the second spell the game began to monopolise the attention of the spectators on the ground, and much enthusiasm was evoked. A. Maurice and Paul seemed to be the best of the occasion. The strong quarter's clever passing guided them on to the dribbling; and they played with a will. The country team won by seven points to nil. Messrs got the try for the winning team. Willie Ashburton got two tries for Te Arai, one being converted into a goal, and Paul, Bere, and Jimmy Cockery also got tries. A terrible tragedy was enacted at Stratford, Victoria, the other week. A highly respected grazier, named Joseph Pricing, residing about two miles outside Stratford, was brutally murdered by his nephew, John Rose, to whom he had given a home. Rose stabbed his victim, and then hacked his body about with a knife. Mrs Pricing, in attempting to save her husband, was frightfully injured, Rose stabbing her once on the neck and arms, the weapon being a butcher's knife. Her injuries are of such a serious nature that she is not expected to recover. The murderer attempted to put into the children's room, but was baulked in his design. The murderer, who is of unsound mind, buried his victim in the garden, where he was digging at the time. Constable Walsh arrested Rose, who pointed out the spot. The body was found under a few inches of earth. The murderer's gold was recovered from the body. In answer to questions Rose simply said "I had to do it." bbox=[922, 988, 1105, 1641]
of-london: OF LONDON. bbox=[431, 176, 477, 185]
price-item: Girls' Straw Hats bbox=[380, 861, 442, 870]
column-rule bbox=[544, 40, 545, 1557]
tide-cell: 6 7 bbox=[129, 87, 157, 96]
mail-heading: MAIL NOTICES. bbox=[48, 575, 146, 587]
price-item: Men's Lace Umbrellas bbox=[380, 870, 460, 879]
newspaper-title: THE GISBORNE STANDARD, TUESDAY, SEPTEMBER 15, 1891. bbox=[253, 8, 861, 28]
akroyd-text: The firm of DAVIES, AKROYD, AND FOSTER having been Dissolved, W.E.A. will continue the business as Land and General Agent, at the above address. bbox=[190, 946, 360, 981]
sale-item: 6000 acres.—15 miles from Gisborne, 3000 sheep, 70 head cattle. Land Transfer. bbox=[190, 1255, 360, 1272]
tide-rows bbox=[13, 87, 182, 150]
akroyd-title: W. E. Akroyd, bbox=[213, 907, 337, 929]
dunlop-agents: AGENTS FOR— bbox=[427, 106, 481, 115]
price-row bbox=[372, 844, 508, 853]
sale-item: 3441 acres.—A subdivision of above. bbox=[198, 1142, 329, 1151]
sale-item: 600 acres.—Fern and bush country good soil; well watered. bbox=[190, 1174, 360, 1191]
gazette-and: AND bbox=[628, 382, 644, 391]
caro-surgeon: SURGEON bbox=[436, 1055, 472, 1064]
divider bbox=[548, 263, 724, 265]
shipping-heading: SHIPPING. bbox=[51, 42, 143, 57]
maguire-late: (LATE PITT AND MAGUIRE), bbox=[226, 449, 324, 458]
importing-text: WE are Importing all Goods direct from Manufacturers, and can Sell at LOWER PRICES than have ever obtained in Gisborne. bbox=[368, 552, 540, 578]
masthead bbox=[0, 4, 1114, 35]
departures-heading: DEPARTURES. bbox=[66, 287, 128, 297]
payment-text: It is clear that perfection has not yet been reached in our Parliamentary institutions. The members will shortly be rushing off to their homes, leaving a great deal of the important work undone. One piece of work, however, has not been left untouched, and that is the increasing of the honorarium to £210. The Premier said £300 would be the proper payment, and the tax payers evidently have to be thankful that the Premiers have not always got their own way. Three hundred pounds a year for doing work that at the outside ought not to take more than a couple of months, is something to occupy the imagination. Say we put it at a hundred pounds a month, which is enough to make a modest man blush, but blushes do not seem to trouble our legislators in Wellington. While the population is month by month leaving our shores for the other colonies, notwithstanding the tales of depression that are constantly being received from the other side, there is the grim spectacle of our legislators squandering off after increasing their salaries to nearly four guineas a week for all the year round. The Minister for Works, in supporting the increase to £240 (which the Parliamentary conscience fortunately resisted) said that "a working man, when elected to Parliament, would require to dress in keeping with their position, and that they would want to dress better than they did when their husbands were drawing £2 10s a week." This is the line of argument by which members may convince themselves, but it will not convince the public. The mechanic does not get paid a whole year's wages for a few months' work. There is also something anomalous in supposing that a Labor member, directly he gets elected to Parliament, must give way to the pomps and vanities of the giddy world of fashion. A competent workman can always manage to dress respectably and give his family the same advantage, if he is able to get work and is not stricken down by sickness. The expense of going over some of the electorates is one which has to be considered, but there are some election expenses which the country ought not be called on to pay for, and which would be much better not incurred. In days of retrenchment, when Civil servants doing very important work are being cut down, it would be more seemly if our legislators betrayed less selfishness in dealing with the taxpayers' money. The fixture of 200 guineas is an improvement upon the first stand taken up, but even that appears like a satirical commentary on the recent Public Works Statement, which was nearly all Statement without the works. bbox=[548, 475, 724, 956]
capital-label: CAPITAL bbox=[198, 503, 230, 512]
commercial-union: Commercial Union Fire and bbox=[371, 118, 537, 130]
tobaccos-text: DERBY, 5s 6d per lb, or 5s 3d per lb by box; Sweet, 5s 4d lb, or 5s 1d lb by box. OLD JUDGE CIGARETTES, 18s 6d box. PIPES, in great variety. MATCHES, 1s 9d per dozen, or 20s gross. bbox=[190, 249, 360, 292]
tide-cell: Thursday, 17th bbox=[13, 132, 71, 141]
window bbox=[120, 1111, 130, 1125]
entries-text: The following general entries and acceptances were received for the first spring meeting of the Auckland Racing Club:—Trial Stakes—Tapatea, Woodbine, The Tyrant, Miss Cole, Vance Rose, Bon Voyage, Brigade. Handicap Hurdles—Cloth of Gold, Bit of Blue, Thecross, Falconer, Cardinal, Zenith, Sentinel, Colonel, Fragrance, Katie, Septemmer. Handicap Hurdles—Cloth of Gold, Mrs Thirdman, Volunteer, Chancellor, Rosebud. The Dreamer, Coolmaida, Hilda, Clary, Tannadie, Flirt, Ring, Leonidas, Sir Roland, Adelaide, Queen Rose, Nil Bonny, Bon Voyage, Salvator, Alfa, Lotta. Handicap Steeple—The Lad, Bit of Blue, Oneida, Birmingham, Dunedin, Nelson, Jim Sentinel, Colonel, Crest, Katie, Falcon, Royal Hope, Lady Mira, Alice, Fragrance, Dan. Flying Handicap—Capella, Patriotlla, Diplomat, Tanea, Dido, Bolton, Vesa, Ross, Clary, Bon Voyage, Master Paul. The Ranger, Lady Belle, Welter Hurdles—Cloth of Gold, Tawhana, Dreadnaught, Pre-eminent, Battaliona, Wangaro, Gallant, Dan, Diggs's Ruby, Vesa, Carmania, Randwick, Sambo, and Fragrance. bbox=[922, 2012, 1105, 2202]
fencing-wire: FENCING WIRE, STAPLES. bbox=[397, 505, 511, 515]
window bbox=[60, 1111, 70, 1125]
tourist-agents: TOURIST AND PASSENGER AGENTS. bbox=[375, 957, 533, 967]
local-general-heading: LOCAL AND GENERAL bbox=[754, 1241, 892, 1253]
maguire-quotations: A FEW QUOTATIONS FROM OUR LIST OF PRICES— bbox=[194, 90, 356, 109]
sale-item: 700 acres.—Adjoining above. bbox=[198, 1194, 302, 1203]
nz-signature-role: Agent! bbox=[336, 889, 360, 898]
groceries-text: TEAS—Per box 12lbs, 15s 6d; Best Ceylon Teas, 2s 6d per lb, or 27s per 12lb box. SUGARS—No. 1, 15s 3d; No. 2, 9s 6d; No. 3, 8s 6d per 50 lbs. JAMS—Best, 5s per dozen, or 5-dozen case for 24s 6d. KEROSENE—High-test patent tap, 7s 6d per tin, or 14s 6d per case. SOAPS—Best Almond Scented, 10s 6d case. Pearl (4 cakes in box), 1s 2d each; Brown Windsor, 6 cakes 1s, or 4s 9d per box. FLOUR—25s, 100s, 200s, Lowest Current Quotations. CANDLES—Electric, 6d per lb, or 12s 3d per box; Ship, 9d per lb, or 21s 6d per box. bbox=[190, 128, 360, 231]
divider bbox=[734, 1236, 912, 1237]
price-value: 1s bbox=[499, 861, 508, 870]
tide-cell: 6 3 bbox=[129, 123, 157, 132]
ever-shown: Ever yet shown in Gisborne. bbox=[381, 776, 499, 786]
tide-row bbox=[13, 87, 182, 96]
sale-item bbox=[190, 995, 360, 1042]
sporting-byline: [BY LOOKER-ON.] bbox=[982, 1664, 1044, 1673]
dress-and: AND bbox=[88, 841, 106, 850]
adair-ad bbox=[12, 820, 182, 1046]
gazette-title: The Gisborne Standard bbox=[572, 343, 700, 383]
tide-cell: 5 48 bbox=[157, 114, 182, 123]
sale-item: 400 acres.—Freehold. Flat, with 20 acres hill; fenced. 6-roomed House. 11 miles from Gisborne. 600 sheep at valuation. bbox=[190, 1361, 360, 1387]
